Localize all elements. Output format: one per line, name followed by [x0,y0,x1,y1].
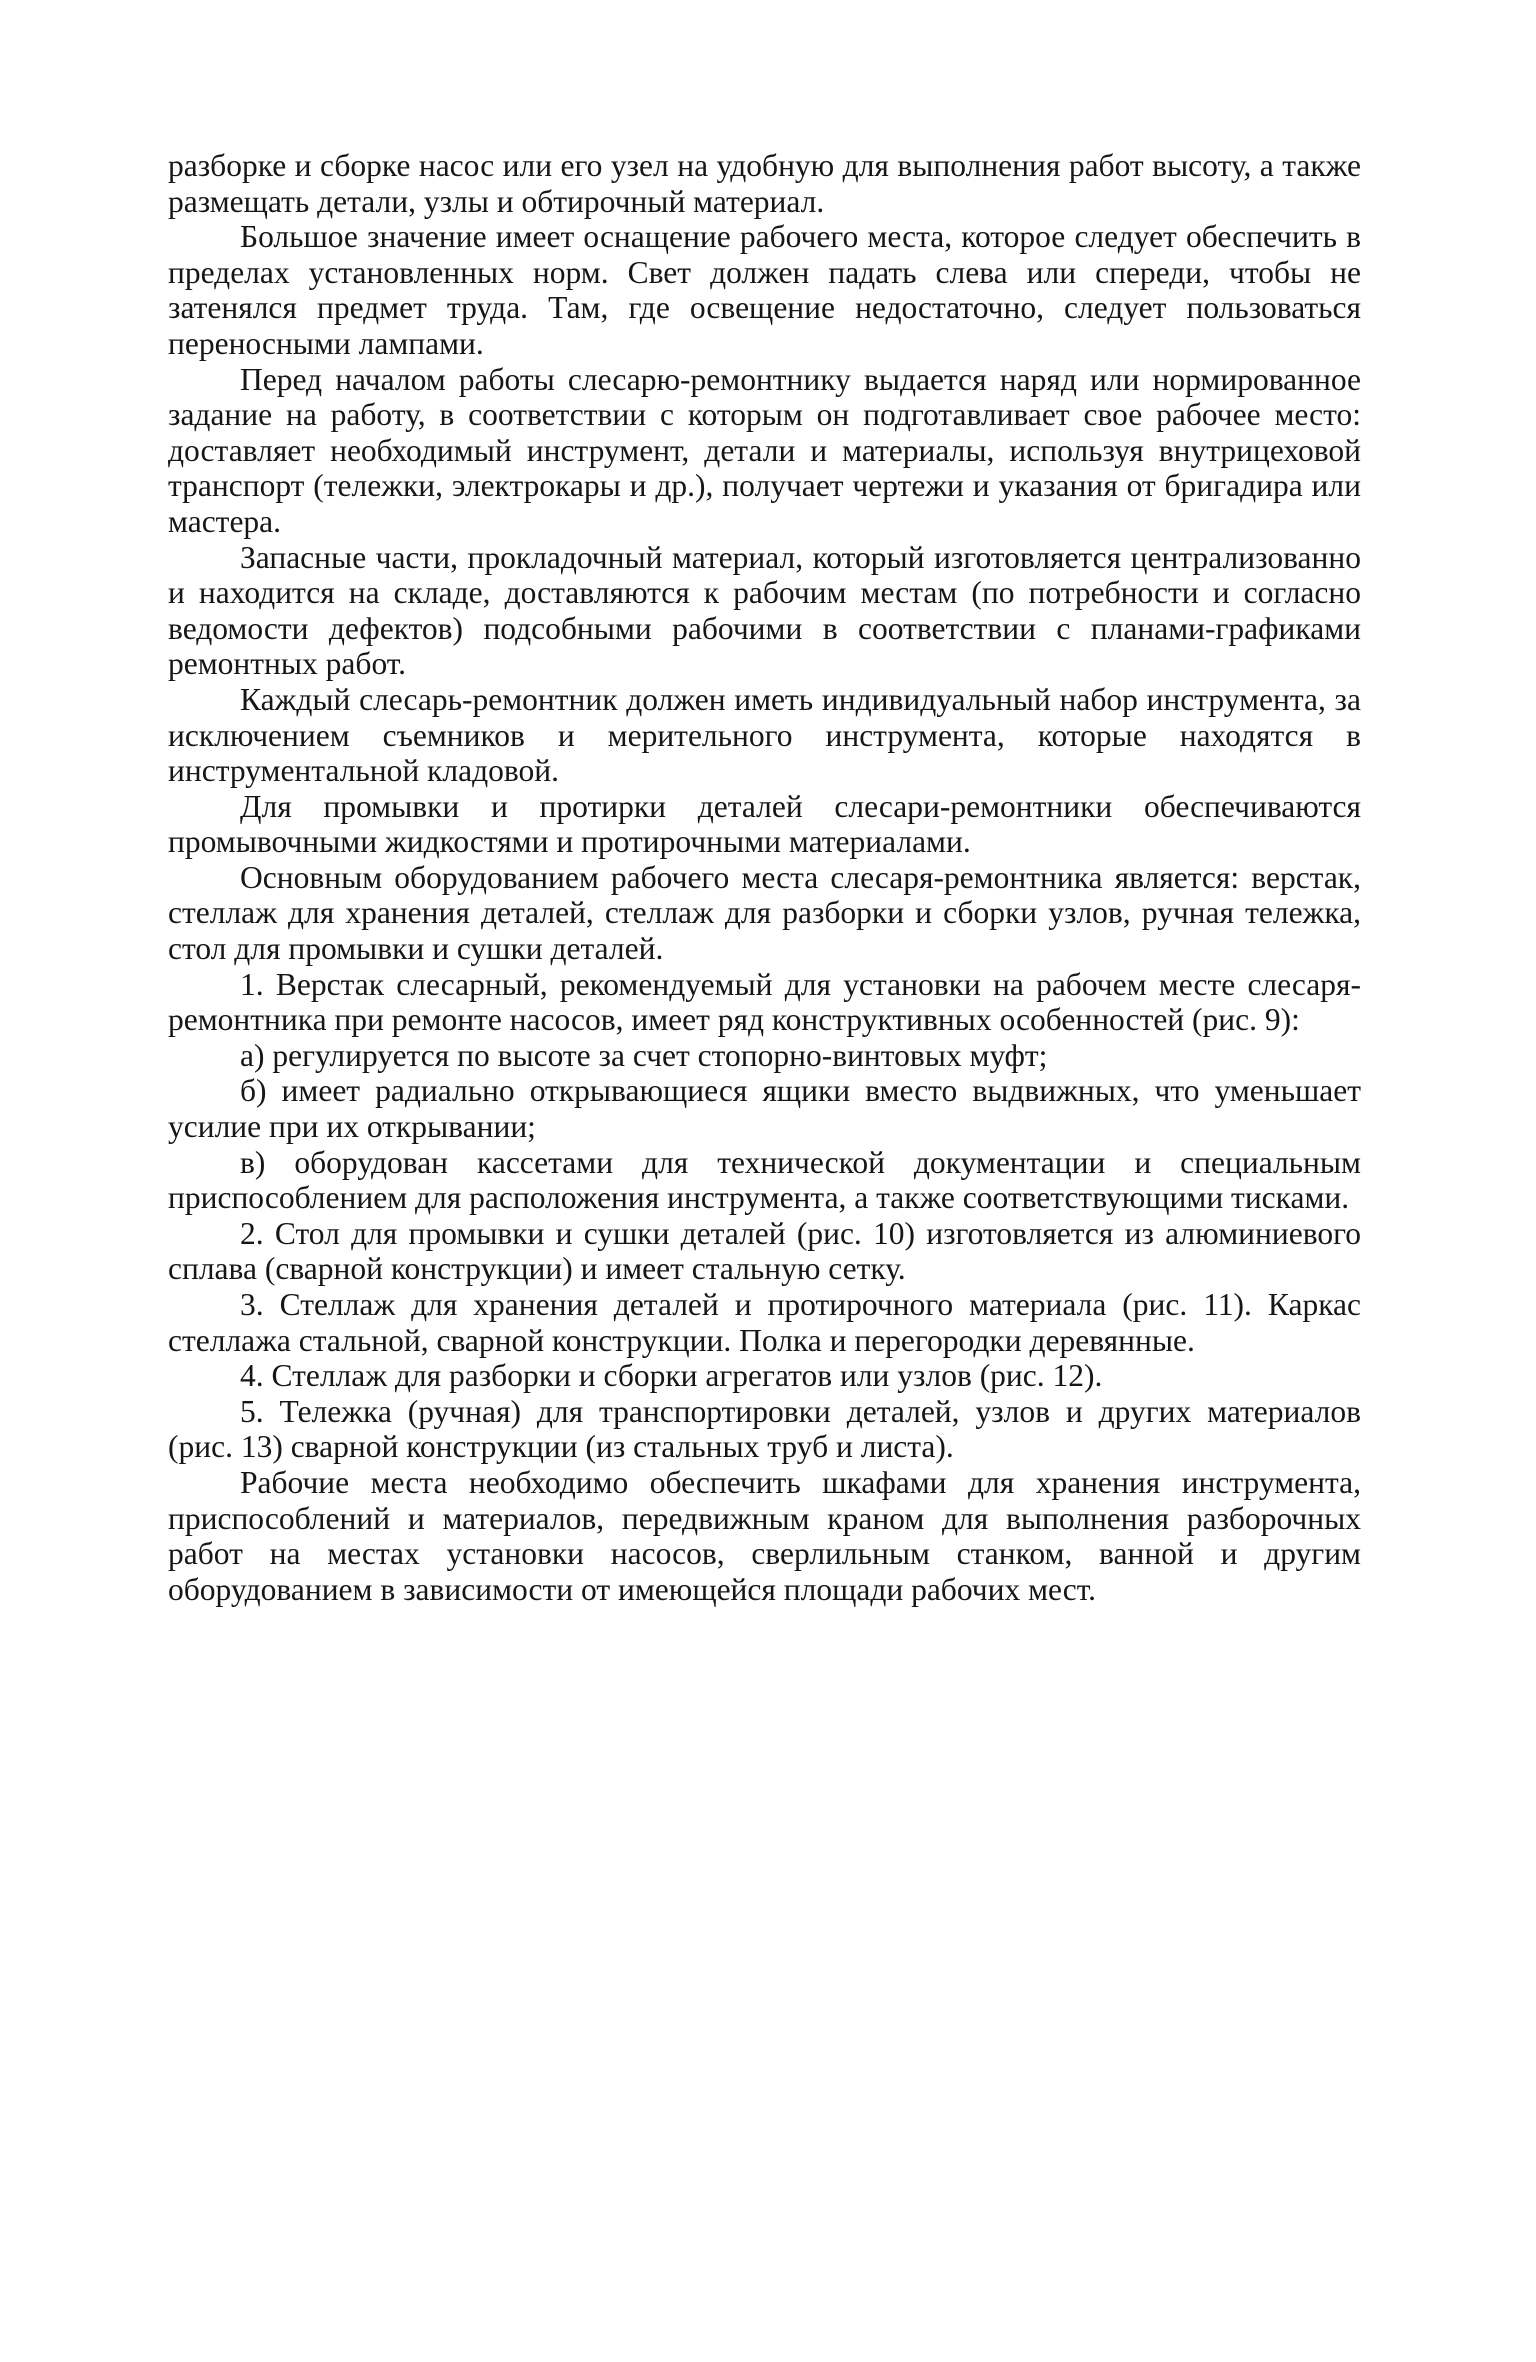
paragraph-item-assembly-rack: 4. Стеллаж для разборки и сборки агрегатов или узлов (рис. 12). [240,1358,1103,1394]
paragraph-subitem-v: в) оборудован кассетами для технической документации и специальным приспособлением для расположения инструмента, а также соответствующими тисками. [168,1144,1361,1216]
page-text-body [168,148,1361,1607]
paragraph-item-hand-trolley: 5. Тележка (ручная) для транспортировки деталей, узлов и других материалов (рис. 13) сварной конструкции (из стальных труб и листа). [168,1393,1361,1465]
paragraph-workplace-height: разборке и сборке насос или его узел на удобную для выполнения работ высоту, а также размещать детали, узлы и обтирочный материал. [168,148,1361,219]
paragraph-work-order: Перед началом работы слесарю-ремонтнику выдается наряд или нормированное задание на работу, в соответствии с которым он подготавливает свое рабочее место: доставляет необходимый инструмент, детали и материалы, используя внутрицеховой транспорт (тележки, электрокары и др.), получает чертежи и указания от бригадира или мастера. [168,361,1361,539]
paragraph-subitem-a: а) регулируется по высоте за счет стопорно-винтовых муфт; [240,1037,1048,1073]
paragraph-workplace-cabinets: Рабочие места необходимо обеспечить шкафами для хранения инструмента, приспособлений и материалов, передвижным краном для выполнения разборочных работ на местах установки насосов, сверлильным станком, ванной и другим оборудованием в зависимости от имеющейся площади рабочих мест. [168,1464,1361,1607]
paragraph-washing-liquids: Для промывки и протирки деталей слесари-ремонтники обеспечиваются промывочными жидкостями и протирочными материалами. [168,788,1361,860]
paragraph-subitem-b: б) имеет радиально открывающиеся ящики вместо выдвижных, что уменьшает усилие при их открывании; [168,1073,1361,1145]
paragraph-individual-tools: Каждый слесарь-ремонтник должен иметь индивидуальный набор инструмента, за исключением съемников и мерительного инструмента, которые находятся в инструментальной кладовой. [168,681,1361,789]
paragraph-item-washing-table: 2. Стол для промывки и сушки деталей (рис. 10) изготовляется из алюминиевого сплава (сварной конструкции) и имеет стальную сетку. [168,1215,1361,1287]
paragraph-spare-parts: Запасные части, прокладочный материал, который изготовляется централизованно и находится на складе, доставляются к рабочим местам (по потребности и согласно ведомости дефектов) подсобными рабочими в соответствии с планами-графиками ремонтных работ. [168,539,1361,682]
paragraph-item-workbench: 1. Верстак слесарный, рекомендуемый для установки на рабочем месте слесаря-ремонтника при ремонте насосов, имеет ряд конструктивных особенностей (рис. 9): [168,966,1361,1038]
paragraph-workplace-equipment-lighting: Большое значение имеет оснащение рабочего места, которое следует обеспечить в пределах установленных норм. Свет должен падать слева или спереди, чтобы не затенялся предмет труда. Там, где освещение недостаточно, следует пользоваться переносными лампами. [168,219,1361,361]
paragraph-main-equipment: Основным оборудованием рабочего места слесаря-ремонтника является: верстак, стеллаж для хранения деталей, стеллаж для разборки и сборки узлов, ручная тележка, стол для промывки и сушки деталей. [168,859,1361,967]
paragraph-item-storage-rack: 3. Стеллаж для хранения деталей и протирочного материала (рис. 11). Каркас стеллажа стальной, сварной конструкции. Полка и перегородки деревянные. [168,1287,1361,1358]
